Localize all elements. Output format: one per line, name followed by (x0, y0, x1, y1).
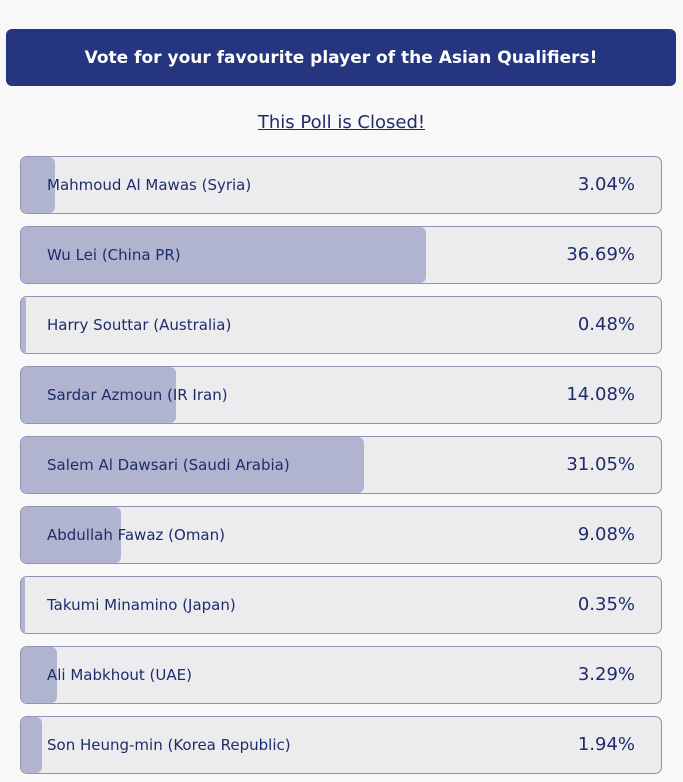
option-label: Takumi Minamino (Japan) (47, 596, 236, 614)
option-percent: 31.05% (566, 454, 635, 475)
poll-option[interactable] (20, 296, 662, 354)
poll-options (20, 156, 662, 782)
poll-status-link[interactable]: This Poll is Closed! (257, 112, 426, 133)
poll-option[interactable] (20, 366, 662, 424)
poll-option[interactable] (20, 156, 662, 214)
option-percent: 0.35% (577, 594, 635, 615)
result-bar (21, 577, 25, 633)
option-percent: 9.08% (577, 524, 635, 545)
option-percent: 14.08% (566, 384, 635, 405)
option-label: Harry Souttar (Australia) (47, 316, 232, 334)
result-bar (21, 297, 26, 353)
option-percent: 36.69% (566, 244, 635, 265)
poll-option[interactable] (20, 576, 662, 634)
poll-option[interactable] (20, 716, 662, 774)
result-bar (21, 717, 42, 773)
option-label: Mahmoud Al Mawas (Syria) (47, 176, 252, 194)
option-label: Salem Al Dawsari (Saudi Arabia) (47, 456, 290, 474)
poll-option[interactable] (20, 646, 662, 704)
option-label: Wu Lei (China PR) (47, 246, 181, 264)
option-label: Abdullah Fawaz (Oman) (47, 526, 225, 544)
option-label: Ali Mabkhout (UAE) (47, 666, 192, 684)
option-label: Sardar Azmoun (IR Iran) (47, 386, 228, 404)
option-label: Son Heung-min (Korea Republic) (47, 736, 291, 754)
option-percent: 3.29% (577, 664, 635, 685)
option-percent: 3.04% (577, 174, 635, 195)
poll-option[interactable] (20, 226, 662, 284)
poll-option[interactable] (20, 506, 662, 564)
option-percent: 1.94% (577, 734, 635, 755)
option-percent: 0.48% (577, 314, 635, 335)
poll-option[interactable] (20, 436, 662, 494)
poll-title: Vote for your favourite player of the Asian Qualifiers! (6, 29, 676, 86)
